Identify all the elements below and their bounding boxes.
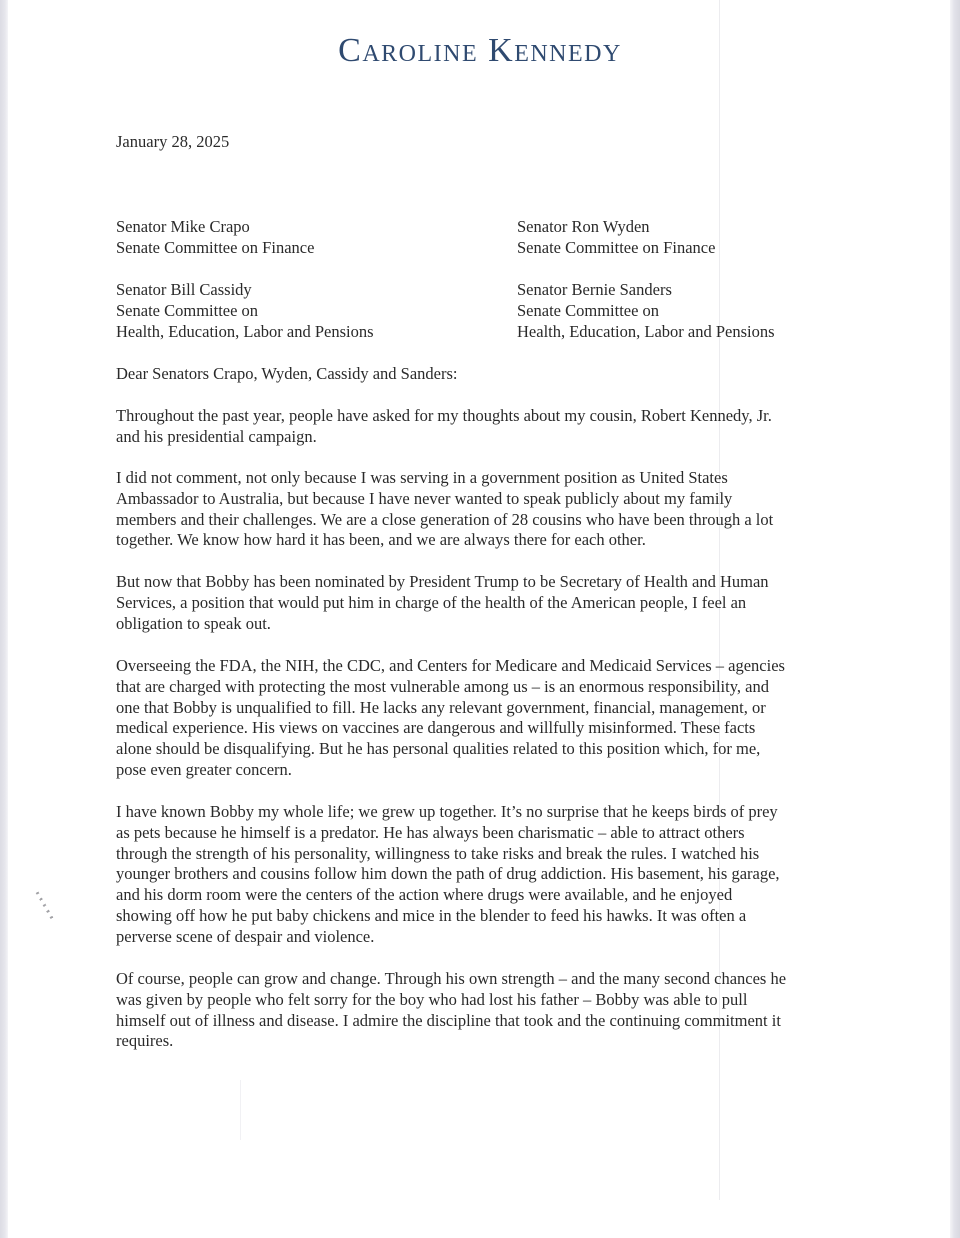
- paragraph-line: through the strength of his personality, willingness to take risks and break the rules. I watched his: [116, 843, 760, 863]
- recipient-committee-detail: Health, Education, Labor and Pensions: [116, 322, 374, 341]
- paragraph-line: Services, a position that would put him in charge of the health of the American people, I feel an: [116, 592, 747, 612]
- paragraph-line: showing off how he put baby chickens and mice in the blender to feed his hawks. It was often a: [116, 905, 747, 925]
- recipient-committee: Senate Committee on Finance: [517, 238, 716, 257]
- recipient-committee-detail: Health, Education, Labor and Pensions: [517, 322, 775, 341]
- paragraph-line: I did not comment, not only because I was serving in a government position as United States: [116, 468, 728, 487]
- paragraph-line: Throughout the past year, people have asked for my thoughts about my cousin, Robert Kennedy, Jr.: [116, 406, 772, 425]
- recipient-name: Senator Mike Crapo: [116, 217, 250, 236]
- paragraph-line: alone should be disqualifying. But he has personal qualities related to this position which, for me,: [116, 739, 761, 759]
- recipient-wyden: [517, 216, 715, 258]
- paragraph-2: [116, 468, 866, 551]
- recipient-name: Senator Bernie Sanders: [517, 280, 672, 299]
- letter-date: January 28, 2025: [116, 132, 230, 151]
- paragraph-line: younger brothers and cousins follow him down the path of drug addiction. His basement, his garage,: [116, 864, 780, 884]
- recipient-committee: Senate Committee on: [517, 301, 660, 320]
- paragraph-1: [116, 406, 866, 448]
- letterhead-name: Caroline Kennedy: [338, 32, 622, 69]
- paragraph-line: and his presidential campaign.: [116, 426, 317, 446]
- recipient-name: Senator Bill Cassidy: [116, 280, 252, 299]
- paragraph-line: Overseeing the FDA, the NIH, the CDC, and Centers for Medicare and Medicaid Services – agencies: [116, 656, 785, 675]
- paragraph-line: himself out of illness and disease. I admire the discipline that took and the continuing commitment it: [116, 1010, 781, 1030]
- paragraph-line: requires.: [116, 1031, 174, 1051]
- paragraph-line: one that Bobby is unqualified to fill. He lacks any relevant government, financial, management, or: [116, 697, 766, 717]
- recipient-crapo: [116, 216, 314, 258]
- paragraph-line: pose even greater concern.: [116, 759, 292, 779]
- page-edge-right: [950, 0, 960, 1238]
- paragraph-3: [116, 572, 866, 634]
- recipient-committee: Senate Committee on: [116, 301, 259, 320]
- recipient-committee: Senate Committee on Finance: [116, 238, 315, 257]
- paragraph-line: obligation to speak out.: [116, 613, 271, 633]
- paper-crease-faint: [240, 1080, 241, 1140]
- paragraph-line: perverse scene of despair and violence.: [116, 926, 375, 946]
- paragraph-line: as pets because he himself is a predator. He has always been charismatic – able to attract others: [116, 822, 745, 842]
- paragraph-line: members and their challenges. We are a close generation of 28 cousins who have been through a lot: [116, 509, 774, 529]
- paragraph-line: and his dorm room were the centers of the action where drugs were available, and he enjoyed: [116, 885, 733, 905]
- paragraph-line: that are charged with protecting the most vulnerable among us – is an enormous responsibility, and: [116, 676, 769, 696]
- recipient-name: Senator Ron Wyden: [517, 217, 650, 236]
- page-edge-left: [0, 0, 8, 1238]
- paragraph-line: I have known Bobby my whole life; we grew up together. It’s no surprise that he keeps birds of prey: [116, 802, 778, 821]
- paragraph-line: Of course, people can grow and change. Through his own strength – and the many second chances he: [116, 969, 787, 988]
- paragraph-line: But now that Bobby has been nominated by President Trump to be Secretary of Health and Human: [116, 572, 769, 591]
- stray-pen-mark: [36, 892, 56, 923]
- recipient-sanders: [517, 279, 775, 342]
- paragraph-line: was given by people who felt sorry for the boy who had lost his father – Bobby was able to pull: [116, 989, 748, 1009]
- paragraph-4: [116, 656, 866, 781]
- paragraph-6: [116, 969, 866, 1052]
- paragraph-line: together. We know how hard it has been, and we are always there for each other.: [116, 530, 646, 550]
- salutation: Dear Senators Crapo, Wyden, Cassidy and Sanders:: [116, 364, 458, 383]
- recipient-cassidy: [116, 279, 374, 342]
- paragraph-line: Ambassador to Australia, but because I have never wanted to speak publicly about my family: [116, 488, 733, 508]
- paragraph-line: medical experience. His views on vaccines are dangerous and willfully misinformed. These facts: [116, 718, 756, 738]
- paragraph-5: [116, 802, 866, 948]
